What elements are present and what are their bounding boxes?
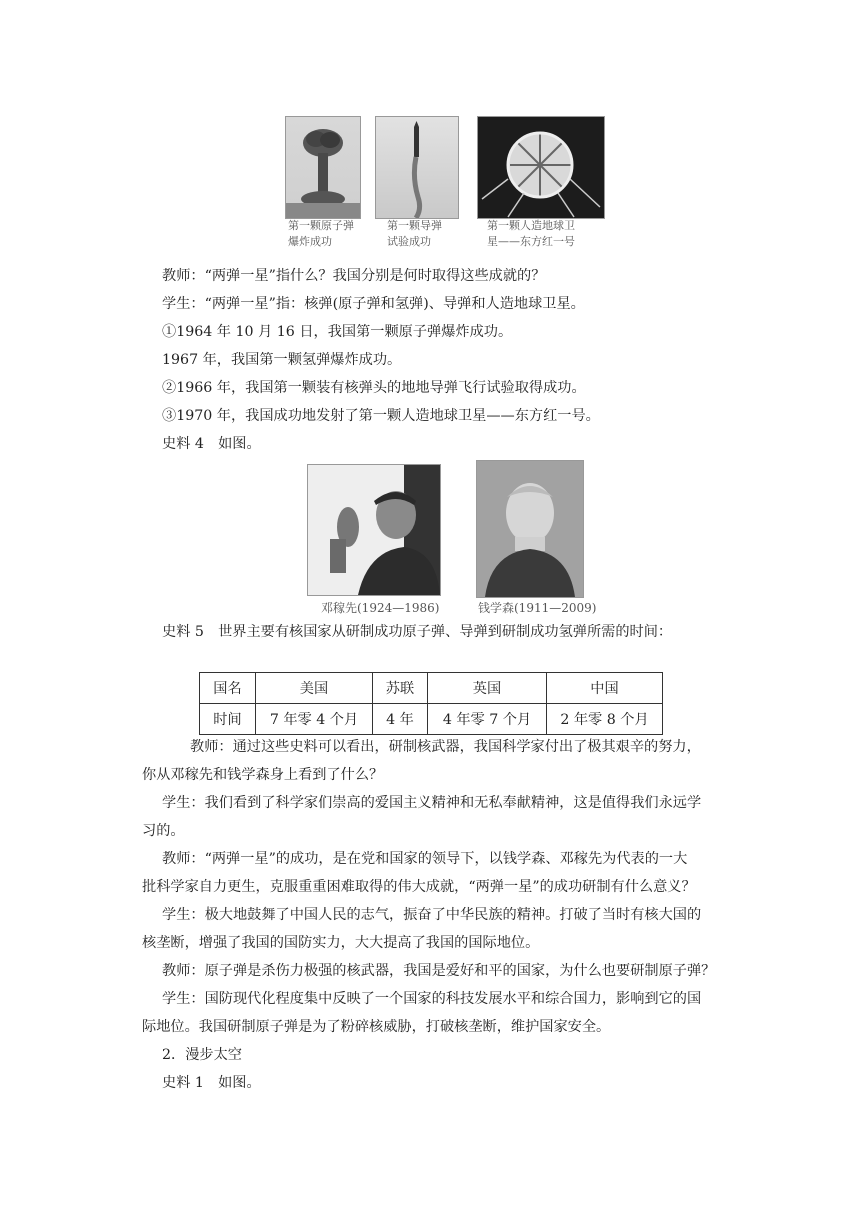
table-header-cell: 中国 <box>547 673 663 704</box>
missile-caption: 第一颗导弹 试验成功 <box>387 219 442 248</box>
table-header-cell: 苏联 <box>373 673 428 704</box>
paragraph: 习的。 <box>142 823 185 839</box>
paragraph: 学生：“两弹一星”指：核弹(原子弹和氢弹)、导弹和人造地球卫星。 <box>162 296 585 312</box>
table-row <box>200 673 663 704</box>
table-header-cell: 美国 <box>256 673 373 704</box>
paragraph: ①1964 年 10 月 16 日，我国第一颗原子弹爆炸成功。 <box>162 324 513 340</box>
table-cell: 2 年零 8 个月 <box>547 704 663 735</box>
table-cell: 4 年零 7 个月 <box>428 704 547 735</box>
table-cell: 4 年 <box>373 704 428 735</box>
paragraph: 际地位。我国研制原子弹是为了粉碎核威胁，打破核垄断，维护国家安全。 <box>142 1019 611 1035</box>
qian-xuesen-portrait <box>476 460 584 598</box>
paragraph: 批科学家自力更生，克服重重困难取得的伟大成就，“两弹一星”的成功研制有什么意义？ <box>142 879 696 895</box>
atomic-bomb-caption: 第一颗原子弹 爆炸成功 <box>288 219 354 248</box>
paragraph: 史料 4 如图。 <box>162 436 261 452</box>
satellite-caption: 第一颗人造地球卫 星——东方红一号 <box>487 219 575 248</box>
paragraph: ③1970 年，我国成功地发射了第一颗人造地球卫星——东方红一号。 <box>162 408 600 424</box>
deng-jiaxian-caption: 邓稼先(1924—1986) <box>321 601 440 615</box>
paragraph: 学生：我们看到了科学家们崇高的爱国主义精神和无私奉献精神，这是值得我们永远学 <box>162 795 702 811</box>
table-cell: 时间 <box>200 704 256 735</box>
nuclear-timeline-table <box>199 672 663 735</box>
qian-xuesen-caption: 钱学森(1911—2009) <box>478 601 597 615</box>
table-header-cell: 英国 <box>428 673 547 704</box>
paragraph: 你从邓稼先和钱学森身上看到了什么？ <box>142 767 384 783</box>
paragraph: ②1966 年，我国第一颗装有核弹头的地地导弹飞行试验取得成功。 <box>162 380 586 396</box>
paragraph: 1967 年，我国第一颗氢弹爆炸成功。 <box>162 352 402 368</box>
table-header-cell: 国名 <box>200 673 256 704</box>
paragraph: 学生：国防现代化程度集中反映了一个国家的科技发展水平和综合国力，影响到它的国 <box>162 991 702 1007</box>
satellite-photo <box>477 116 605 219</box>
missile-photo <box>375 116 459 219</box>
section-heading: 2．漫步太空 <box>162 1047 242 1063</box>
paragraph: 学生：极大地鼓舞了中国人民的志气，振奋了中华民族的精神。打破了当时有核大国的 <box>162 907 702 923</box>
table-row <box>200 704 663 735</box>
atomic-bomb-photo <box>285 116 361 219</box>
paragraph: 教师：通过这些史料可以看出，研制核武器，我国科学家付出了极其艰辛的努力， <box>190 739 701 755</box>
deng-jiaxian-portrait <box>307 464 441 596</box>
paragraph: 教师：“两弹一星”指什么？我国分别是何时取得这些成就的？ <box>162 268 546 284</box>
paragraph: 核垄断，增强了我国的国防实力，大大提高了我国的国际地位。 <box>142 935 540 951</box>
source-5-intro: 史料 5 世界主要有核国家从研制成功原子弹、导弹到研制成功氢弹所需的时间： <box>162 624 673 640</box>
paragraph: 教师：“两弹一星”的成功，是在党和国家的领导下，以钱学森、邓稼先为代表的一大 <box>162 851 688 867</box>
table-cell: 7 年零 4 个月 <box>256 704 373 735</box>
paragraph: 史料 1 如图。 <box>162 1075 261 1091</box>
paragraph: 教师：原子弹是杀伤力极强的核武器，我国是爱好和平的国家，为什么也要研制原子弹？ <box>162 963 716 979</box>
